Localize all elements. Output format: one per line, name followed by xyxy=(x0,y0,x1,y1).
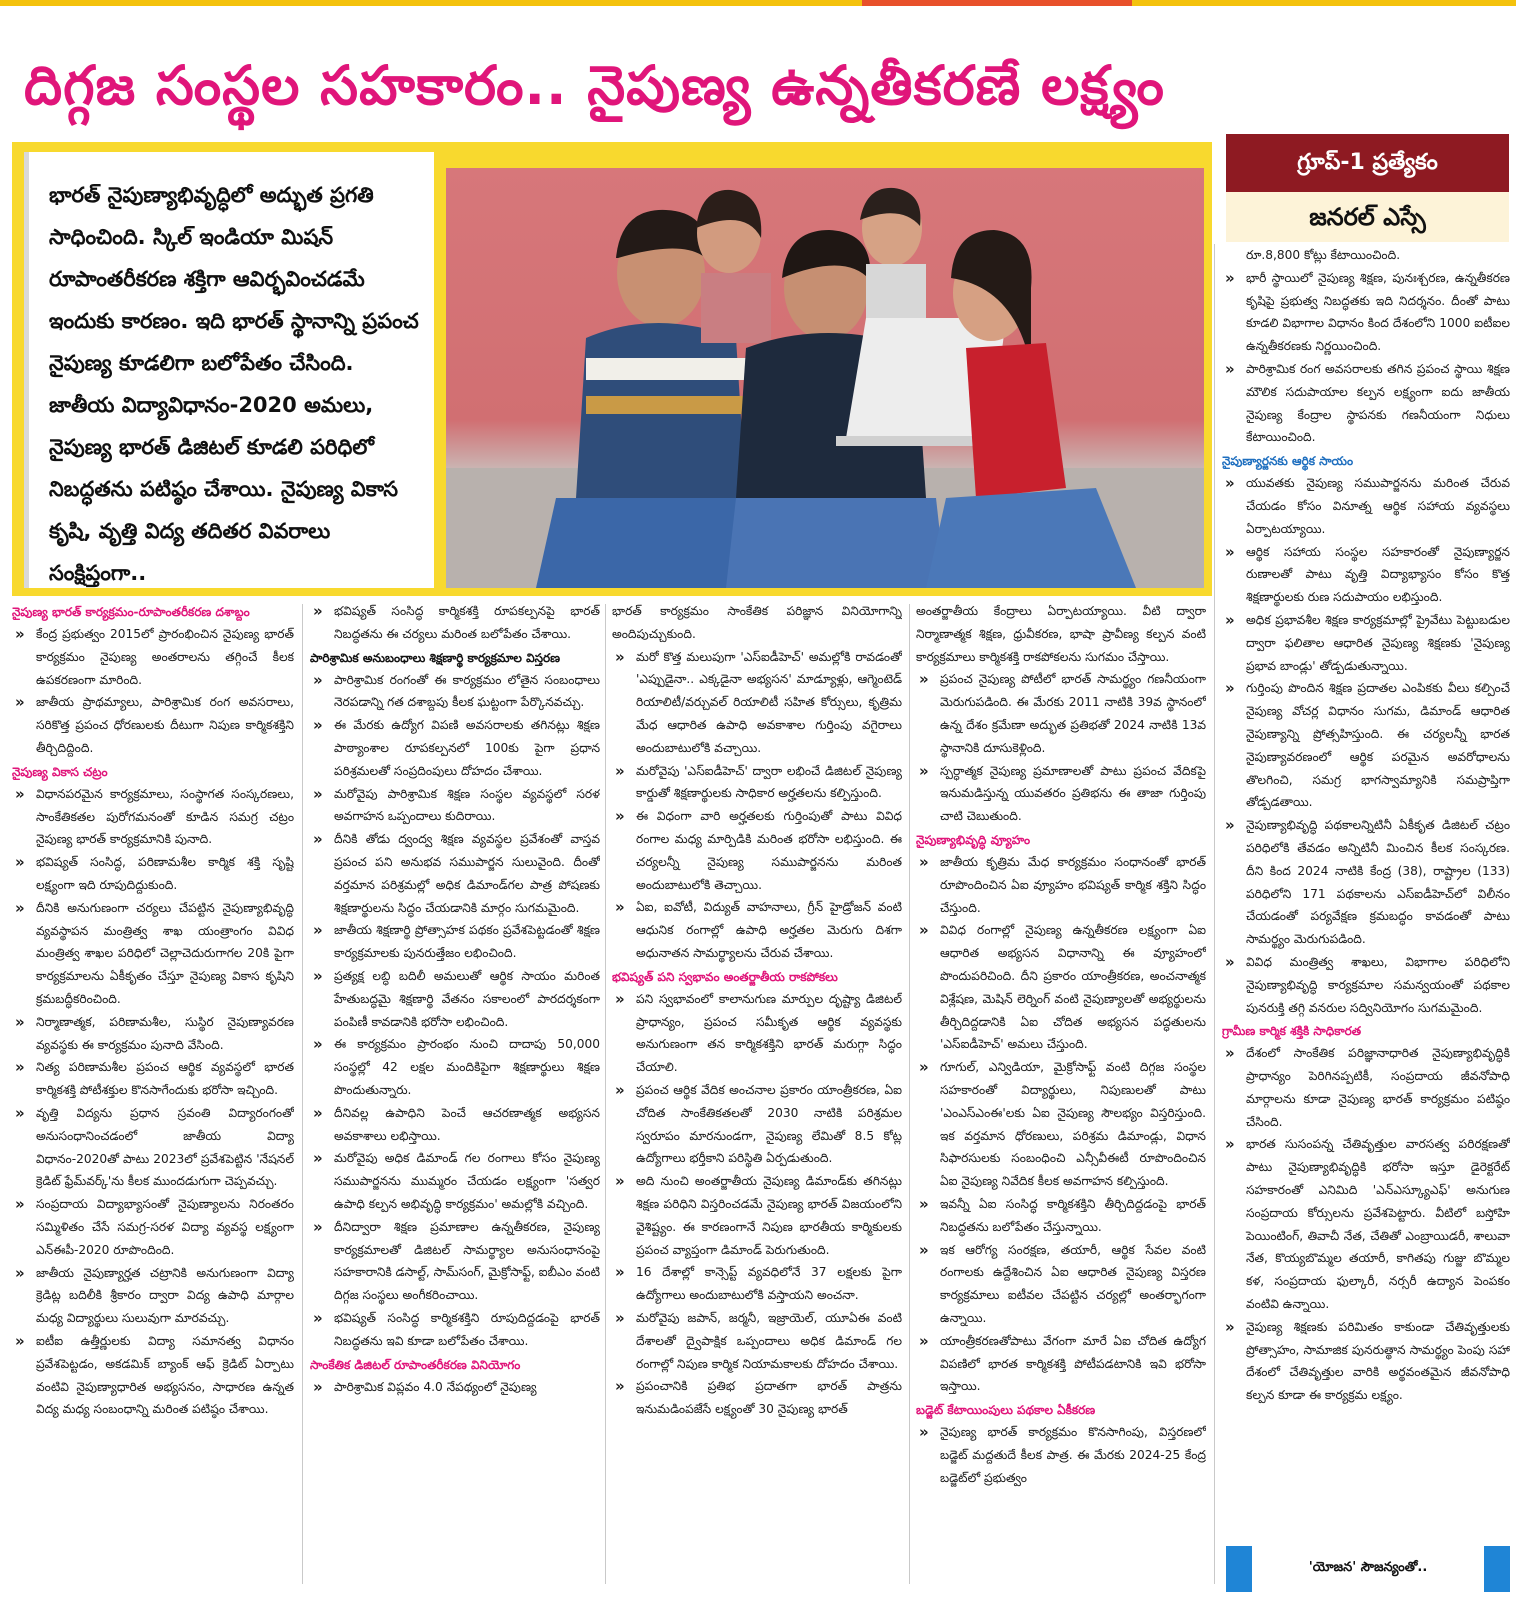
article-column-3 xyxy=(612,600,902,1590)
bullet-item: » దీనిద్వారా శిక్షణ ప్రమాణాల ఉన్నతీకరణ, నైపుణ్య కార్యక్రమాలతో డిజిటల్ సామర్థ్యాల అనుసంధానంపై సహకారానికి డసాల్ట్, సామ్‌సంగ్, మైక్రోసాఫ్ట్, ఐబీఎం వంటి దిగ్గజ సంస్థలు అంగీకరించాయి. xyxy=(310,1216,600,1307)
bullet-item: » ఆర్థిక సహాయ సంస్థల సహకారంతో నైపుణ్యార్జన రుణాలతో పాటు వృత్తి విద్యాభ్యాసం కోసం కొత్త శిక్షణార్థులకు రుణ సదుపాయం లభిస్తుంది. xyxy=(1222,541,1510,609)
bullet-item: » ఈ విధంగా వారి అర్హతలకు గుర్తింపుతో పాటు వివిధ రంగాల మధ్య మార్పిడికి మరింత భరోసా లభిస్తుంది. ఈ చర్యలన్నీ నైపుణ్య సముపార్జనను మరింత అందుబాటులోకి తెచ్చాయి. xyxy=(612,805,902,896)
bullet-item: » గుర్తింపు పొందిన శిక్షణ ప్రదాతల ఎంపికకు వీలు కల్పించే నైపుణ్య వోచర్ల విధానం సుగమ, డిమాండ్ ఆధారిత నైపుణ్యాన్ని ప్రోత్సహిస్తుంది. ఈ చర్యలన్నీ భారత నైపుణ్యావరణంలో ఆర్థిక పరమైన అవరోధాలను తొలగించి, సమగ్ర భాగస్వామ్యానికి సమప్రాప్తిగా తోడ్పడతాయి. xyxy=(1222,677,1510,814)
article-column-4 xyxy=(916,600,1206,1590)
bullet-item: » దీనికి తోడు ద్వంద్వ శిక్షణ వ్యవస్థల ప్రవేశంతో వాస్తవ ప్రపంచ పని అనుభవ సముపార్జన సులువైంది. దీంతో వర్తమాన పరిశ్రమల్లో అధిక డిమాండ్‌గల పాత్ర పోషణకు శిక్షణార్థులను సిద్ధం చేయడానికి మార్గం సుగమమైంది. xyxy=(310,828,600,919)
bullet-item: » నైపుణ్యాభివృద్ధి పథకాలన్నిటినీ ఏకీకృత డిజిటల్ చట్రం పరిధిలోకి తేవడం అన్నిటినీ మించిన కీలక సంస్కరణ. దీని కింద 2024 నాటికి కేంద్ర (38), రాష్ట్రాల (133) పరిధిలోని 171 పథకాలను ఎస్ఐడీహెచ్‌లో విలీనం చేయడంతో పర్యవేక్షణ క్రమబద్ధం కావడంతో పాటు సామర్థ్యం మెరుగుపడింది. xyxy=(1222,814,1510,951)
bullet-item: » జాతీయ నైపుణ్యార్హత చట్రానికి అనుగుణంగా విద్యా క్రెడిట్ల బదిలీకి శ్రీకారం ద్వారా విద్య ఉపాధి మార్గాల మధ్య విద్యార్థులు సులువుగా మారవచ్చు. xyxy=(12,1262,294,1330)
bullet-item: » జాతీయ కృత్రిమ మేధ కార్యక్రమం సంధానంతో భారత్ రూపొందించిన ఏఐ వ్యూహం భవిష్యత్ కార్మిక శక్తిని సిద్ధం చేస్తుంది. xyxy=(916,851,1206,919)
students-illustration xyxy=(446,168,1204,588)
students-photo xyxy=(446,168,1204,588)
bullet-item: » పారిశ్రామిక రంగంతో ఈ కార్యక్రమం లోతైన సంబంధాలు నెరపడాన్ని గత దశాబ్దపు కీలక ఘట్టంగా పేర్కొనవచ్చు. xyxy=(310,669,600,715)
subheading: నైపుణ్యాభివృద్ధి వ్యూహం xyxy=(916,832,1031,847)
bullet-item: » జాతీయ శిక్షణార్థి ప్రోత్సాహక పథకం ప్రవేశపెట్టడంతో శిక్షణ కార్యక్రమాలకు పునరుత్తేజం లభించింది. xyxy=(310,919,600,965)
bullet-item: » మరోవైపు జపాన్, జర్మనీ, ఇజ్రాయెల్, యూఏఈ వంటి దేశాలతో ద్వైపాక్షిక ఒప్పందాలు అధిక డిమాండ్ గల రంగాల్లో నిపుణ కార్మిక నియామకాలకు దోహదం చేశాయి. xyxy=(612,1307,902,1375)
subheading: పారిశ్రామిక అనుబంధాలు శిక్షణార్థి కార్యక్రమాల విస్తరణ xyxy=(310,650,561,665)
section-title: జనరల్ ఎస్సే xyxy=(1226,192,1509,242)
bullet-item: » ప్రత్యక్ష లబ్ధి బదిలీ అమలుతో ఆర్థిక సాయం మరింత హేతుబద్ధమై శిక్షణార్థి వేతనం సకాలంలో పారదర్శకంగా పంపిణీ కావడానికి భరోసా లభించింది. xyxy=(310,965,600,1033)
article-column-2 xyxy=(310,600,600,1590)
paragraph: భారత్ కార్యక్రమం సాంకేతిక పరిజ్ఞాన వినియోగాన్ని అందిపుచ్చుకుంది. xyxy=(612,604,902,641)
bullet-item: » ప్రపంచ ఆర్థిక వేదిక అంచనాల ప్రకారం యాంత్రీకరణ, ఏఐ చోదిత సాంకేతికతలతో 2030 నాటికి పరిశ్రమల స్వరూపం మారనుండగా, నైపుణ్య లేమితో 8.5 కోట్ల ఉద్యోగాలు భర్తీకాని పరిస్థితి ఏర్పడుతుంది. xyxy=(612,1079,902,1170)
credit-text: 'యోజన' సౌజన్యంతో.. xyxy=(1308,1560,1428,1575)
column-divider xyxy=(302,604,303,1584)
paragraph: అంతర్జాతీయ కేంద్రాలు ఏర్పాటయ్యాయి. వీటి ద్వారా నిర్మాణాత్మక శిక్షణ, ధ్రువీకరణ, భాషా ప్రావీణ్య కల్పన వంటి కార్యక్రమాలు కార్మికశక్తి రాకపోకలను సుగమం చేస్తాయి. xyxy=(916,604,1206,664)
bullet-item: » దీనికి అనుగుణంగా చర్యలు చేపట్టిన నైపుణ్యాభివృద్ధి వ్యవస్థాపన మంత్రిత్వ శాఖ యంత్రాంగం వివిధ మంత్రిత్వ శాఖల పరిధిలో చెల్లాచెదురుగాగల 20కి పైగా కార్యక్రమాలను ఏకీకృతం చేస్తూ నైపుణ్య వికాస కృషిని క్రమబద్ధీకరించింది. xyxy=(12,897,294,1011)
subheading: భవిష్యత్ పని స్వభావం అంతర్జాతీయ రాకపోకలు xyxy=(612,969,838,984)
bullet-item: » ఏఐ, ఐవోటీ, విద్యుత్ వాహనాలు, గ్రీన్ హైడ్రోజన్ వంటి ఆధునిక రంగాల్లో ఉపాధి అర్హతల మెరుగు దిశగా అధునాతన సామర్థ్యాలను చేరువ చేశాయి. xyxy=(612,896,902,964)
bullet-item: » యాంత్రీకరణతోపాటు వేగంగా మారే ఏఐ చోదిత ఉద్యోగ విపణిలో భారత కార్మికశక్తి పోటీపడటానికి ఇవి భరోసా ఇస్తాయి. xyxy=(916,1330,1206,1398)
bullet-item: » పారిశ్రామిక విప్లవం 4.0 నేపథ్యంలో నైపుణ్య xyxy=(310,1376,600,1399)
bullet-item: » మరోవైపు అధిక డిమాండ్ గల రంగాలు కోసం నైపుణ్య సముపార్జనను ముమ్మరం చేయడం లక్ష్యంగా 'సత్వర ఉపాధి కల్పన అభివృద్ధి కార్యక్రమం' అమల్లోకి వచ్చింది. xyxy=(310,1147,600,1215)
column-divider xyxy=(605,604,606,1584)
bullet-item: » భవిష్యత్ సంసిద్ధ కార్మికశక్తిని రూపుదిద్దడంపై భారత్ నిబద్ధతను ఇవి కూడా బలోపేతం చేశాయి. xyxy=(310,1307,600,1353)
bullet-item: » ప్రపంచ నైపుణ్య పోటీలో భారత్ సామర్థ్యం గణనీయంగా మెరుగుపడింది. ఈ మేరకు 2011 నాటికి 39వ స్థానంలో ఉన్న దేశం క్రమేణా అద్భుత ప్రతిభతో 2024 నాటికి 13వ స్థానానికి దూసుకెళ్లింది. xyxy=(916,668,1206,759)
subheading: గ్రామీణ కార్మిక శక్తికి సాధికారత xyxy=(1222,1024,1362,1039)
bullet-item: » అది నుంచి అంతర్జాతీయ నైపుణ్య డిమాండ్‌కు తగినట్లు శిక్షణ పరిధిని విస్తరించడమే నైపుణ్య భారత్ విజయంలోని వైశిష్ట్యం. ఈ కారణంగానే నిపుణ భారతీయ కార్మికులకు ప్రపంచ వ్యాప్తంగా డిమాండ్ పెరుగుతుంది. xyxy=(612,1170,902,1261)
bullet-item: » మరో కొత్త మలుపుగా 'ఎస్ఐడీహెచ్' అమల్లోకి రావడంతో 'ఎప్పుడైనా.. ఎక్కడైనా అభ్యసన' మాడ్యూళ్లు, ఆగ్మెంటెడ్ రియాలిటీ/వర్చువల్ రియాలిటీ సహిత కోర్సులు, కృత్రిమ మేధ ఆధారిత ఉపాధి అవకాశాల గుర్తింపు వగైరాలు అందుబాటులోకి వచ్చాయి. xyxy=(612,646,902,760)
bullet-item: » నైపుణ్య భారత్ కార్యక్రమం కొనసాగింపు, విస్తరణలో బడ్జెట్ మద్దతుదే కీలక పాత్ర. ఈ మేరకు 2024-25 కేంద్ర బడ్జెట్‌లో ప్రభుత్వం xyxy=(916,1421,1206,1489)
page-headline: దిగ్గజ సంస్థల సహకారం.. నైపుణ్య ఉన్నతీకరణే లక్ష్యం xyxy=(24,54,1165,117)
bullet-item: » దేశంలో సాంకేతిక పరిజ్ఞానాధారిత నైపుణ్యాభివృద్ధికి ప్రాధాన్యం పెరిగినప్పటికీ, సంప్రదాయ జీవనోపాధి మార్గాలను కూడా నైపుణ్య భారత్ కార్యక్రమం పటిష్ఠం చేసింది. xyxy=(1222,1042,1510,1133)
paragraph: రూ.8,800 కోట్లు కేటాయించింది. xyxy=(1246,248,1401,262)
bullet-item: » మరోవైపు పారిశ్రామిక శిక్షణ సంస్థల వ్యవస్థలో సరళ అవగాహన ఒప్పందాలు కుదిరాయి. xyxy=(310,783,600,829)
bullet-item: » అధిక ప్రభావశీల శిక్షణ కార్యక్రమాల్లో ప్రైవేటు పెట్టుబడుల ద్వారా ఫలితాల ఆధారిత నైపుణ్య శిక్షణకు 'నైపుణ్య ప్రభావ బాండ్లు' తోడ్పడుతున్నాయి. xyxy=(1222,609,1510,677)
subheading: బడ్జెట్ కేటాయింపులు పథకాల ఏకీకరణ xyxy=(916,1403,1096,1418)
top-color-bar xyxy=(0,0,1516,6)
bullet-item: » నిత్య పరిణామశీల ప్రపంచ ఆర్థిక వ్యవస్థలో భారత కార్మికశక్తి పోటీశక్తుల కొనసాగేందుకు భరోసా ఇచ్చింది. xyxy=(12,1056,294,1102)
bullet-item: » నిర్మాణాత్మక, పరిణామశీల, సుస్థిర నైపుణ్యావరణ వ్యవస్థకు ఈ కార్యక్రమం పునాది వేసింది. xyxy=(12,1011,294,1057)
bullet-item: » వివిధ మంత్రిత్వ శాఖలు, విభాగాల పరిధిలోని నైపుణ్యాభివృద్ధి కార్యక్రమాల సమన్వయంతో పథకాల పునరుక్తి తగ్గి వనరుల సద్వినియోగం సుగమమైంది. xyxy=(1222,951,1510,1019)
bullet-item: » గూగుల్, ఎన్విడియా, మైక్రోసాఫ్ట్ వంటి దిగ్గజ సంస్థల సహకారంతో విద్యార్థులు, నిపుణులతో పాటు 'ఎంఎస్ఎంఈ'లకు ఏఐ నైపుణ్య సౌలభ్యం విస్తరిస్తుంది. ఇక వర్తమాన ధోరణులు, పరిశ్రమ డిమాండ్లు, విధాన సిఫారసులకు సంబంధించి ఎన్సీవీఈటీ రూపొందించిన ఏఐ నైపుణ్య నివేదిక కీలక అవగాహన కల్పిస్తుంది. xyxy=(916,1056,1206,1193)
bullet-item: » భవిష్యత్ సంసిద్ధ, పరిణామశీల కార్మిక శక్తి సృష్టి లక్ష్యంగా ఇది రూపుదిద్దుకుంది. xyxy=(12,851,294,897)
bullet-item: » సంప్రదాయ విద్యాభ్యాసంతో నైపుణ్యాలను నిరంతరం సమ్మిళితం చేసే సమగ్ర-సరళ విద్యా వ్యవస్థ లక్ష్యంగా ఎన్ఈపీ-2020 రూపొందింది. xyxy=(12,1193,294,1261)
subheading: నైపుణ్యార్జనకు ఆర్థిక సాయం xyxy=(1222,454,1354,469)
bullet-item: » కేంద్ర ప్రభుత్వం 2015లో ప్రారంభించిన నైపుణ్య భారత్ కార్యక్రమం నైపుణ్య అంతరాలను తగ్గించే కీలక ఉపకరణంగా మారింది. xyxy=(12,623,294,691)
top-accent-bar xyxy=(862,0,1132,6)
subheading: నైపుణ్య వికాస చట్రం xyxy=(12,764,108,779)
bullet-item: » పని స్వభావంలో కాలానుగుణ మార్పుల దృష్ట్యా డిజిటల్ ప్రాధాన్యం, ప్రపంచ సమీకృత ఆర్థిక వ్యవస్థకు అనుగుణంగా తన కార్మికశక్తిని భారత్ మరుగ్గా సిద్ధం చేయాలి. xyxy=(612,988,902,1079)
bullet-item: » ఇక ఆరోగ్య సంరక్షణ, తయారీ, ఆర్థిక సేవల వంటి రంగాలకు ఉద్దేశించిన ఏఐ ఆధారిత నైపుణ్య విస్తరణ కార్యక్రమాలు ఐటీవల చేపట్టిన చర్యల్లో అంతర్భాగంగా ఉన్నాయి. xyxy=(916,1239,1206,1330)
column-divider xyxy=(909,604,910,1584)
section-tag: గ్రూప్-1 ప్రత్యేకం xyxy=(1226,134,1509,192)
bullet-item: » భారీ స్థాయిలో నైపుణ్య శిక్షణ, పునఃశ్చరణ, ఉన్నతీకరణ కృషిపై ప్రభుత్వ నిబద్ధతకు ఇది నిదర్శనం. దీంతో పాటు కూడలి విభాగాల విధానం కింద దేశంలోని 1000 ఐటీఐల ఉన్నతీకరణకు నిర్ణయించింది. xyxy=(1222,267,1510,358)
subheading: సాంకేతిక డిజిటల్ రూపాంతరీకరణ వినియోగం xyxy=(310,1357,521,1372)
bullet-item: » ఈ మేరకు ఉద్యోగ విపణి అవసరాలకు తగినట్లు శిక్షణ పాఠ్యాంశాల రూపకల్పనలో 100కు పైగా ప్రధాన పరిశ్రమలతో సంప్రదింపులు దోహదం చేశాయి. xyxy=(310,714,600,782)
bullet-item: » నైపుణ్య శిక్షణకు పరిమితం కాకుండా చేతివృత్తులకు ప్రోత్సాహం, సామాజిక పునరుత్థాన సామర్థ్యం పెంపు సహా దేశంలో చేతివృత్తుల వారికి అర్థవంతమైన జీవనోపాధి కల్పన కూడా ఈ కార్యక్రమ లక్ష్యం. xyxy=(1222,1316,1510,1407)
bullet-item: » 16 దేశాల్లో కాన్సెప్ట్ వ్యవధిలోనే 37 లక్షలకు పైగా ఉద్యోగాలు అందుబాటులోకి వస్తాయని అంచనా. xyxy=(612,1261,902,1307)
bullet-item: » యువతకు నైపుణ్య సముపార్జనను మరింత చేరువ చేయడం కోసం వినూత్న ఆర్థిక సహాయ వ్యవస్థలు ఏర్పాటయ్యాయి. xyxy=(1222,472,1510,540)
bullet-item: » జాతీయ ప్రాథమ్యాలు, పారిశ్రామిక రంగ అవసరాలు, సరికొత్త ప్రపంచ ధోరణులకు దీటుగా నిపుణ కార్మికశక్తిని తీర్చిదిద్దింది. xyxy=(12,691,294,759)
bullet-item: » పారిశ్రామిక రంగ అవసరాలకు తగిన ప్రపంచ స్థాయి శిక్షణ మౌలిక సదుపాయాల కల్పన లక్ష్యంగా ఐదు జాతీయ నైపుణ్య కేంద్రాల స్థాపనకు గణనీయంగా నిధులు కేటాయించింది. xyxy=(1222,358,1510,449)
subheading: నైపుణ్య భారత్ కార్యక్రమం-రూపాంతరీకరణ దశాబ్దం xyxy=(12,605,250,619)
intro-text: భారత్ నైపుణ్యాభివృద్ధిలో అద్భుత ప్రగతి సాధించింది. స్కిల్ ఇండియా మిషన్ రూపాంతరీకరణ శక్తిగా ఆవిర్భవించడమే ఇందుకు కారణం. ఇది భారత్ స్థానాన్ని ప్రపంచ నైపుణ్య కూడలిగా బలోపేతం చేసింది. జాతీయ విద్యావిధానం-2020 అమలు, నైపుణ్య భారత్ డిజిటల్ కూడలి పరిధిలో నిబద్ధతను పటిష్ఠం చేశాయి. నైపుణ్య వికాస కృషి, వృత్తి విద్య తదితర వివరాలు సంక్షిప్తంగా.. xyxy=(24,152,434,588)
bullet-item: » ఐటీఐ ఉత్తీర్ణులకు విద్యా సమానత్వ విధానం ప్రవేశపెట్టడం, అకడమిక్ బ్యాంక్ ఆఫ్ క్రెడిట్ ఏర్పాటు వంటివి నైపుణ్యాధారిత అభ్యసనం, సాధారణ ఉన్నత విద్య మధ్య సంబంధాన్ని మరింత పటిష్ఠం చేశాయి. xyxy=(12,1330,294,1421)
bullet-item: » ఈ కార్యక్రమం ప్రారంభం నుంచి దాదాపు 50,000 సంస్థల్లో 42 లక్షల మందికిపైగా శిక్షణార్థులు శిక్షణ పొందుతున్నారు. xyxy=(310,1033,600,1101)
column-divider xyxy=(1214,244,1215,1584)
bullet-item: » ప్రపంచానికి ప్రతిభ ప్రదాతగా భారత్ పాత్రను ఇనుమడింపజేసే లక్ష్యంతో 30 నైపుణ్య భారత్ xyxy=(612,1375,902,1421)
bullet-item: » భారత సుసంపన్న చేతివృత్తుల వారసత్వ పరిరక్షణతో పాటు నైపుణ్యాభివృద్ధికి భరోసా ఇస్తూ డైరెక్టరేట్ సహకారంతో ఎనిమిది 'ఎన్ఎస్క్యూఎఫ్' అనుగుణ సంప్రదాయ కోర్సులను ప్రవేశపెట్టారు. వీటిలో బస్తోహి పెయింటింగ్, తివాచీ నేత, చేతితో ఎంబ్రాయిడరీ, శాలువా నేత, కొయ్యబొమ్మల తయారీ, కాగితపు గుజ్జు బొమ్మల కళ, సంప్రదాయ ఫుల్కారీ, నర్సరీ ఉద్యాన పెంపకం వంటివి ఉన్నాయి. xyxy=(1222,1133,1510,1315)
feature-panel xyxy=(12,142,1212,596)
bullet-item: » విధానపరమైన కార్యక్రమాలు, సంస్థాగత సంస్కరణలు, సాంకేతికతల పురోగమనంతో కూడిన సమగ్ర చట్రం నైపుణ్య భారత్ కార్యక్రమానికి పునాది. xyxy=(12,783,294,851)
bullet-item: » వృత్తి విద్యను ప్రధాన స్రవంతి విద్యారంగంతో అనుసంధానించడంలో జాతీయ విద్యా విధానం-2020తో పాటు 2023లో ప్రవేశపెట్టిన 'నేషనల్ క్రెడిట్ ఫ్రేమ్‌వర్క్'ను కీలక ముందడుగుగా చెప్పవచ్చు. xyxy=(12,1102,294,1193)
bullet-item: » స్పర్ధాత్మక నైపుణ్య ప్రమాణాలతో పాటు ప్రపంచ వేదికపై ఇనుమడిస్తున్న యువతరం ప్రతిభను ఈ తాజా గుర్తింపు చాటి చెబుతుంది. xyxy=(916,760,1206,828)
source-credit xyxy=(1226,1546,1510,1592)
article-column-1 xyxy=(12,600,294,1590)
bullet-item: » మరోవైపు 'ఎస్ఐడీహెచ్' ద్వారా లభించే డిజిటల్ నైపుణ్య కార్డుతో శిక్షణార్థులకు సాధికార అర్హతలను కల్పిస్తుంది. xyxy=(612,760,902,806)
bullet-item: » భవిష్యత్ సంసిద్ధ కార్మికశక్తి రూపకల్పనపై భారత్ నిబద్ధతను ఈ చర్యలు మరింత బలోపేతం చేశాయి. xyxy=(310,600,600,646)
bullet-item: » దీనివల్ల ఉపాధిని పెంచే ఆచరణాత్మక అభ్యసన అవకాశాలు లభిస్తాయి. xyxy=(310,1102,600,1148)
article-column-5 xyxy=(1222,244,1510,1540)
bullet-item: » ఇవన్నీ ఏఐ సంసిద్ధ కార్మికశక్తిని తీర్చిదిద్దడంపై భారత్ నిబద్ధతను బలోపేతం చేస్తున్నాయి. xyxy=(916,1193,1206,1239)
bullet-item: » వివిధ రంగాల్లో నైపుణ్య ఉన్నతీకరణ లక్ష్యంగా ఏఐ ఆధారిత అభ్యసన విధానాన్ని ఈ వ్యూహంలో పొందుపరిచింది. దీని ప్రకారం యాంత్రీకరణ, అంచనాత్మక విశ్లేషణ, మెషిన్ లెర్నింగ్ వంటి నైపుణ్యాలతో అభ్యర్థులను తీర్చిదిద్దడానికి ఏఐ చోదిత అభ్యసన పద్ధతులను 'ఎస్ఐడీహెచ్' అమలు చేస్తుంది. xyxy=(916,919,1206,1056)
